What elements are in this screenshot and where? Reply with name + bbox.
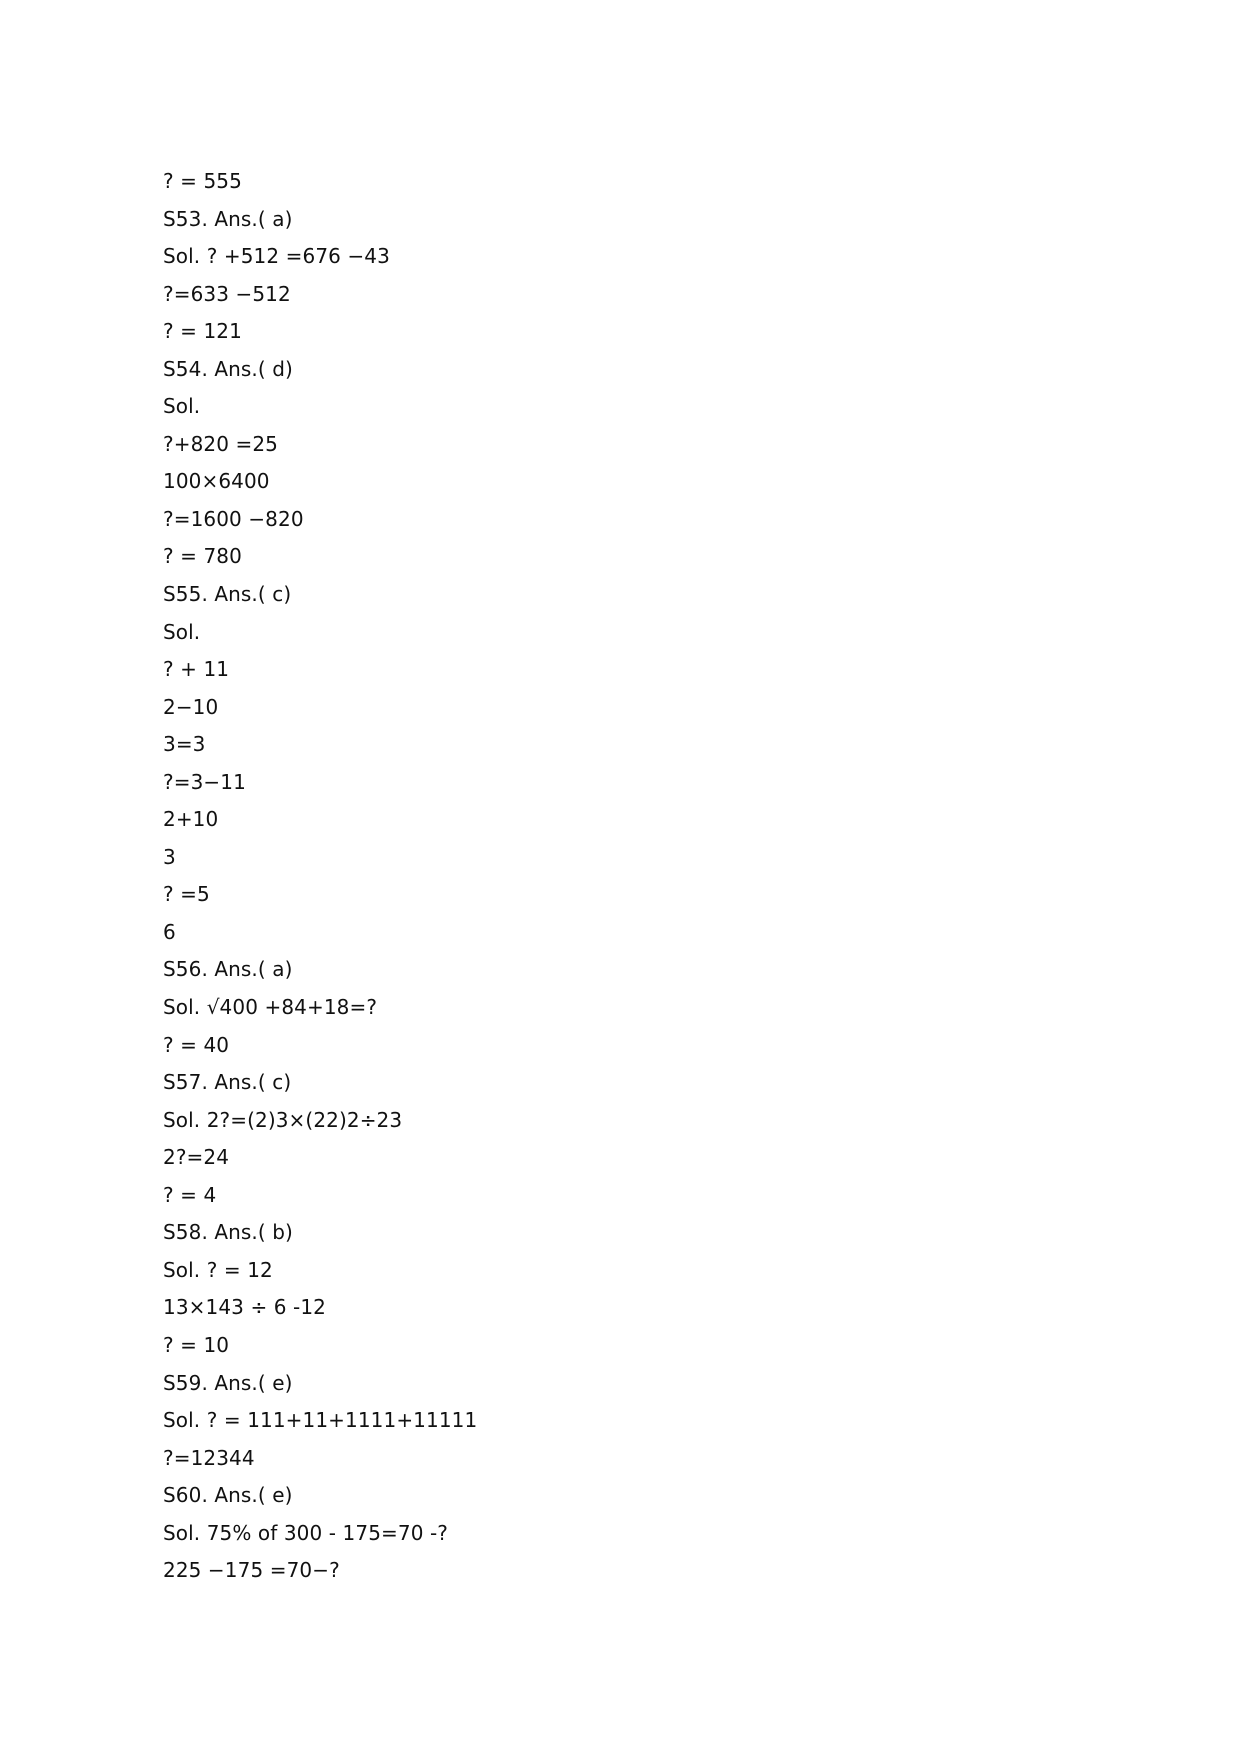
text-line: ? = 555 bbox=[163, 169, 242, 193]
text-line: ?+820 =25 bbox=[163, 431, 279, 456]
text-line: ?=1600 −820 bbox=[163, 506, 304, 531]
text-line: 100×6400 bbox=[163, 469, 270, 494]
text-line: Sol. √400 +84+18=? bbox=[163, 995, 378, 1020]
text-line: ? = 780 bbox=[163, 544, 242, 569]
text-line: Sol. 75% of 300 - 175=70 -? bbox=[163, 1520, 449, 1545]
text-line: Sol. ? +512 =676 −43 bbox=[163, 244, 390, 269]
text-line: 225 −175 =70−? bbox=[163, 1558, 340, 1583]
text-line: ? = 10 bbox=[163, 1332, 230, 1357]
text-line: ? = 40 bbox=[163, 1032, 230, 1057]
answer-heading: S56. Ans.( a) bbox=[163, 957, 293, 982]
text-line: 2−10 bbox=[163, 694, 219, 719]
text-line: 13×143 ÷ 6 -12 bbox=[163, 1295, 327, 1320]
answer-heading: S58. Ans.( b) bbox=[163, 1220, 293, 1245]
text-line: Sol. bbox=[163, 619, 201, 644]
answer-heading: S54. Ans.( d) bbox=[163, 356, 293, 381]
text-line: ?=12344 bbox=[163, 1445, 255, 1470]
text-line: Sol. ? = 12 bbox=[163, 1257, 273, 1282]
text-line: Sol. ? = 111+11+1111+11111 bbox=[163, 1408, 478, 1433]
text-line: 3 bbox=[163, 844, 176, 869]
text-line: ? =5 bbox=[163, 882, 210, 907]
answer-heading: S57. Ans.( c) bbox=[163, 1070, 292, 1095]
text-line: 3=3 bbox=[163, 732, 206, 757]
text-line: ?=633 −512 bbox=[163, 281, 291, 306]
text-line: Sol. 2?=(2)3×(22)2÷23 bbox=[163, 1107, 403, 1132]
answer-heading: S60. Ans.( e) bbox=[163, 1483, 293, 1508]
text-line: ?=3−11 bbox=[163, 769, 246, 794]
text-line: 6 bbox=[163, 919, 176, 944]
answer-heading: S55. Ans.( c) bbox=[163, 582, 292, 607]
text-line: 2+10 bbox=[163, 807, 219, 832]
text-line: ? = 4 bbox=[163, 1182, 217, 1207]
answer-heading: S53. Ans.( a) bbox=[163, 206, 293, 231]
text-line: Sol. bbox=[163, 394, 201, 419]
answer-heading: S59. Ans.( e) bbox=[163, 1370, 293, 1395]
text-line: 2?=24 bbox=[163, 1145, 230, 1170]
text-line: ? + 11 bbox=[163, 657, 230, 682]
text-line: ? = 121 bbox=[163, 319, 242, 344]
solutions-text bbox=[163, 163, 1063, 1590]
